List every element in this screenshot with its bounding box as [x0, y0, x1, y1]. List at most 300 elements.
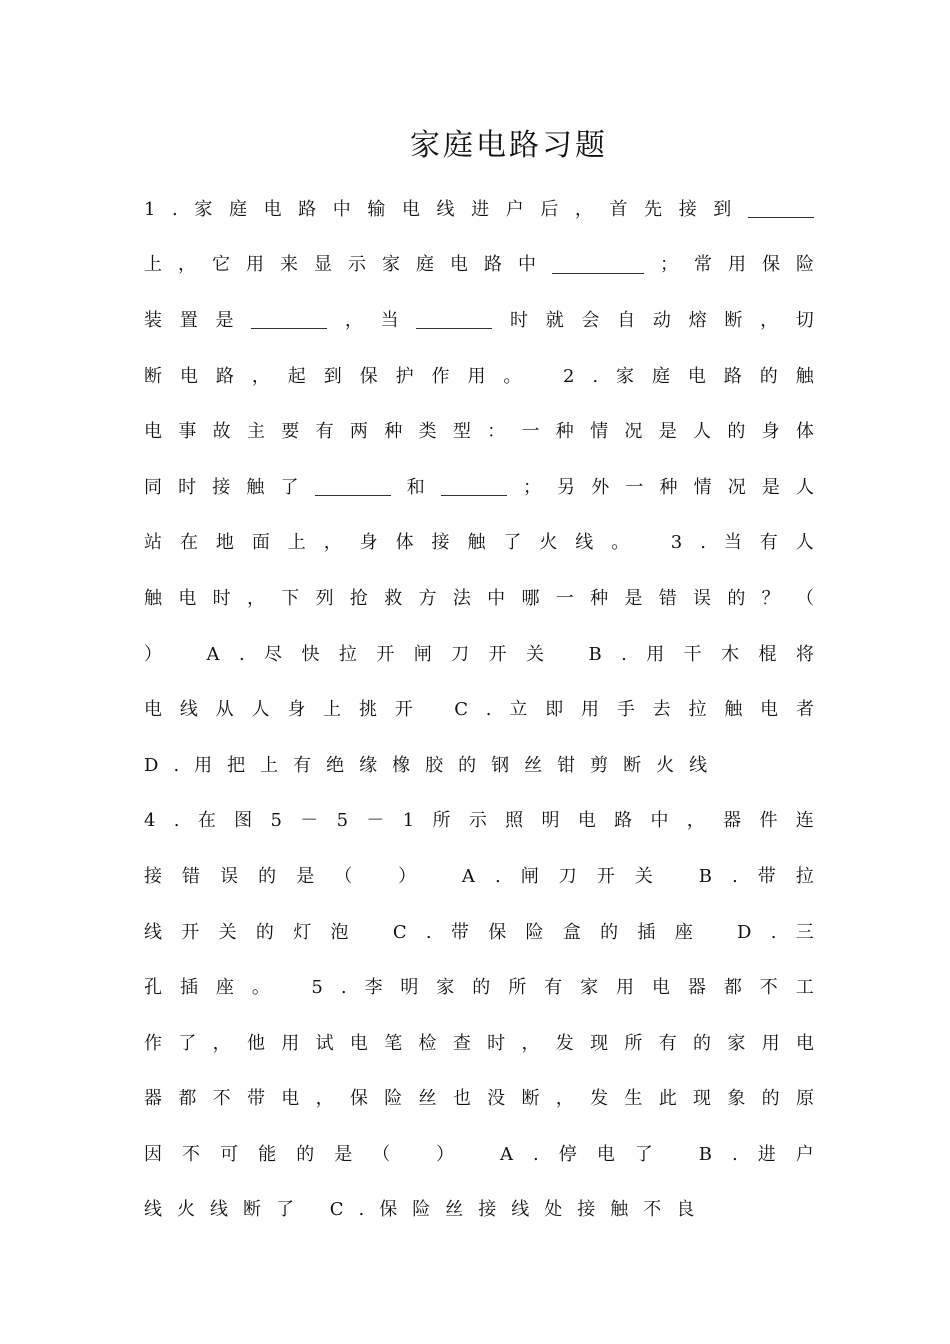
text-char: 断 [243, 1199, 261, 1221]
text-char: 把 [227, 754, 246, 776]
text-char: ： [487, 421, 506, 443]
text-char: 。 [251, 977, 270, 999]
text-char: 动 [652, 309, 671, 331]
text-char: 所 [508, 977, 527, 999]
text-char: 火 [539, 532, 558, 554]
text-char: 错 [658, 587, 677, 609]
text-char: 线 [144, 1199, 162, 1221]
answer-blank[interactable] [315, 475, 391, 496]
text-char: ， [212, 1032, 231, 1054]
text-char: 也 [452, 1088, 471, 1110]
text-char [712, 913, 718, 953]
text-char: 4 [144, 810, 156, 832]
text-char: 不 [643, 1199, 662, 1221]
text-char: 从 [215, 699, 234, 721]
text-char: ， [246, 587, 265, 609]
text-line [144, 182, 814, 238]
text-char: 带 [450, 921, 469, 943]
text-char: 要 [281, 421, 300, 443]
text-char: ？ [761, 587, 780, 609]
text-char: 用 [728, 254, 746, 276]
text-char: . [770, 921, 777, 943]
text-char: 人 [251, 699, 270, 721]
text-char: . [731, 865, 738, 887]
text-char: 是 [215, 309, 234, 331]
text-char: 它 [212, 254, 230, 276]
text-char: 一 [555, 587, 574, 609]
text-char: 当 [380, 309, 399, 331]
text-char: 丝 [445, 1199, 464, 1221]
text-char: 有 [293, 754, 312, 776]
text-char: . [731, 1143, 738, 1165]
text-line [144, 460, 814, 516]
text-char: 保 [488, 921, 507, 943]
text-char: 体 [395, 532, 414, 554]
text-char: 断 [144, 365, 162, 387]
text-char: 哪 [521, 587, 540, 609]
text-line [144, 1072, 814, 1128]
text-char: 现 [693, 1088, 711, 1110]
text-char: 3 [670, 532, 683, 554]
text-char: 明 [400, 977, 419, 999]
text-char: 火 [656, 754, 675, 776]
text-char: 现 [590, 1032, 609, 1054]
text-char: 查 [452, 1032, 471, 1054]
text-char [288, 968, 294, 1008]
text-char: 拉 [795, 865, 814, 887]
text-char: ， [760, 309, 779, 331]
answer-blank[interactable] [441, 475, 507, 496]
text-char: 图 [234, 810, 253, 832]
text-char: C [329, 1199, 344, 1221]
text-char: 关 [525, 643, 544, 665]
text-char: 况 [624, 421, 643, 443]
text-char: 护 [395, 365, 414, 387]
text-char: 5 [311, 977, 323, 999]
text-char: 原 [795, 1088, 814, 1110]
text-char: 的 [727, 587, 746, 609]
text-char: 身 [761, 421, 780, 443]
text-char: 器 [144, 1088, 162, 1110]
text-char: 接 [212, 476, 231, 498]
text-char: 在 [179, 532, 198, 554]
text-char: 电 [795, 1032, 814, 1054]
text-char: 常 [694, 254, 712, 276]
text-char: 器 [687, 977, 706, 999]
text-char: 立 [509, 699, 528, 721]
text-char: . [592, 365, 599, 387]
text-char: 刀 [451, 643, 470, 665]
text-char: 的 [255, 921, 274, 943]
text-char: 明 [541, 810, 560, 832]
text-char: 上 [323, 699, 342, 721]
text-char: 用 [194, 754, 213, 776]
text-char: 胶 [425, 754, 444, 776]
text-char: 笔 [384, 1032, 403, 1054]
text-char: 切 [795, 309, 814, 331]
text-char: 者 [795, 699, 814, 721]
text-line [144, 905, 814, 961]
text-char: 绝 [326, 754, 345, 776]
text-line [144, 794, 814, 850]
text-char: . [173, 754, 180, 776]
text-char: 有 [759, 532, 778, 554]
text-char: 闸 [413, 643, 432, 665]
text-char: 停 [558, 1143, 577, 1165]
text-char: 身 [359, 532, 378, 554]
text-char: 类 [418, 421, 437, 443]
text-char: 了 [276, 1199, 294, 1221]
text-char: 接 [431, 532, 450, 554]
text-char: 上 [287, 532, 306, 554]
text-char: 两 [349, 421, 368, 443]
text-char: 电 [144, 421, 162, 443]
text-char: 庭 [228, 198, 247, 220]
text-char: 家 [382, 254, 400, 276]
text-char: 。 [503, 365, 522, 387]
text-char: ， [521, 1032, 540, 1054]
text-char: 钢 [491, 754, 510, 776]
text-char: 保 [379, 1199, 398, 1221]
text-char: 触 [246, 476, 265, 498]
text-char: 示 [348, 254, 366, 276]
text-line [144, 1183, 814, 1239]
text-char: 能 [258, 1143, 277, 1165]
text-char: 刀 [558, 865, 577, 887]
text-char: 种 [659, 476, 678, 498]
text-char: 开 [394, 699, 413, 721]
text-char: 是 [658, 421, 677, 443]
text-char: 后 [540, 198, 559, 220]
text-char: 线 [689, 754, 708, 776]
text-char: 有 [315, 421, 334, 443]
text-char: 的 [458, 754, 477, 776]
text-char: 的 [727, 421, 746, 443]
text-char: 保 [349, 1088, 368, 1110]
text-char: 生 [624, 1088, 643, 1110]
text-char: 路 [298, 198, 317, 220]
question-text [144, 182, 814, 1238]
text-char: 器 [723, 810, 742, 832]
text-char: 的 [472, 977, 491, 999]
text-char: 件 [759, 810, 778, 832]
text-char: 的 [759, 365, 778, 387]
text-char: 线 [210, 1199, 228, 1221]
text-char: 是 [761, 476, 780, 498]
text-char: 电 [263, 198, 282, 220]
text-char: 庭 [416, 254, 434, 276]
text-char: 另 [557, 476, 576, 498]
text-char: 剪 [590, 754, 609, 776]
text-char: 快 [301, 643, 320, 665]
text-char: 种 [384, 421, 403, 443]
text-char: 面 [251, 532, 270, 554]
text-char: 电 [450, 254, 468, 276]
text-char: 。 [611, 532, 630, 554]
text-char: 来 [280, 254, 298, 276]
text-char: 棍 [758, 643, 777, 665]
text-char: 接 [478, 1199, 497, 1221]
text-char: 事 [178, 421, 197, 443]
text-char: 断 [623, 754, 642, 776]
text-char: 断 [724, 309, 743, 331]
text-char: 触 [467, 532, 486, 554]
text-char: 用 [646, 643, 665, 665]
text-char: . [172, 198, 178, 220]
text-char: 开 [596, 865, 615, 887]
text-char: 况 [727, 476, 746, 498]
text-char: （ [334, 865, 353, 887]
text-char: 有 [658, 1032, 677, 1054]
text-char: ， [555, 1088, 574, 1110]
text-char: 和 [406, 476, 425, 498]
text-char: 显 [314, 254, 332, 276]
text-char: ， [574, 198, 593, 220]
text-char: . [532, 1143, 539, 1165]
text-line [144, 293, 814, 349]
text-char: 庭 [651, 365, 670, 387]
text-char: 接 [577, 1199, 596, 1221]
text-char: 路 [723, 365, 742, 387]
text-char: 李 [364, 977, 383, 999]
text-char: 没 [487, 1088, 506, 1110]
text-char: 他 [246, 1032, 265, 1054]
text-char: 外 [591, 476, 610, 498]
text-char: 装 [144, 309, 162, 331]
page-title: 家庭电路习题 [410, 128, 608, 163]
text-char: 到 [713, 198, 732, 220]
text-char: 家 [580, 977, 599, 999]
text-char: 可 [220, 1143, 239, 1165]
text-char: 检 [418, 1032, 437, 1054]
text-char: 站 [144, 532, 162, 554]
text-char: 险 [796, 254, 814, 276]
text-char: 上 [260, 754, 279, 776]
text-char [539, 357, 545, 397]
text-char: 座 [215, 977, 234, 999]
text-line [144, 1127, 814, 1183]
text-char: 中 [487, 587, 506, 609]
text-char: 电 [687, 365, 706, 387]
text-char: 险 [525, 921, 544, 943]
text-char: 置 [179, 309, 198, 331]
answer-blank[interactable] [748, 197, 814, 218]
text-char: 带 [757, 865, 776, 887]
text-char: 上 [144, 254, 162, 276]
answer-blank[interactable] [552, 253, 644, 274]
text-char: 开 [181, 921, 200, 943]
text-char: 地 [215, 532, 234, 554]
text-line [144, 571, 814, 627]
text-char: 情 [693, 476, 712, 498]
text-char: 因 [144, 1143, 162, 1165]
text-char: 有 [544, 977, 563, 999]
text-char: 救 [384, 587, 403, 609]
text-char: 用 [761, 1032, 780, 1054]
text-char: 户 [505, 198, 524, 220]
text-char: 线 [511, 1199, 530, 1221]
text-char: B [588, 643, 602, 665]
text-char: 线 [575, 532, 594, 554]
text-char: . [425, 921, 432, 943]
text-char: 试 [315, 1032, 334, 1054]
text-char: 误 [220, 865, 239, 887]
text-char [372, 857, 378, 897]
text-char: 即 [545, 699, 564, 721]
text-char: 下 [281, 587, 300, 609]
text-char: . [700, 532, 706, 554]
text-char: 错 [182, 865, 201, 887]
text-char: 户 [795, 1143, 814, 1165]
text-char: 2 [562, 365, 575, 387]
text-char: 1 [144, 198, 156, 220]
answer-blank[interactable] [416, 308, 492, 329]
text-char: 关 [634, 865, 653, 887]
text-char: 开 [376, 643, 395, 665]
text-char: 人 [796, 476, 814, 498]
text-char: 用 [246, 254, 264, 276]
text-char: 此 [658, 1088, 677, 1110]
text-char [647, 523, 653, 563]
text-char: 时 [510, 309, 529, 331]
text-char: 缘 [359, 754, 378, 776]
text-char: 触 [724, 699, 743, 721]
text-char: A [461, 865, 475, 887]
text-char: ） [436, 1143, 455, 1165]
text-char: 是 [334, 1143, 353, 1165]
text-char: 输 [367, 198, 386, 220]
text-char: 电 [577, 810, 596, 832]
text-char: 照 [505, 810, 524, 832]
text-char: 橡 [392, 754, 411, 776]
text-char: 三 [795, 921, 814, 943]
text-line [144, 682, 814, 738]
text-char: ） [398, 865, 417, 887]
text-line [144, 627, 814, 683]
text-char: 发 [555, 1032, 574, 1054]
text-char: 人 [693, 421, 711, 443]
text-char: 种 [590, 587, 609, 609]
text-char: 手 [616, 699, 635, 721]
text-char: 发 [590, 1088, 609, 1110]
text-line [144, 238, 814, 294]
text-char: 用 [581, 699, 600, 721]
text-char: 电 [349, 1032, 368, 1054]
text-char: 家 [727, 1032, 746, 1054]
text-char: 先 [644, 198, 663, 220]
text-line [144, 1016, 814, 1072]
text-char: 中 [332, 198, 351, 220]
text-char: 人 [795, 532, 814, 554]
text-char: . [173, 810, 180, 832]
text-char: 路 [484, 254, 502, 276]
text-char: 主 [246, 421, 265, 443]
text-char: 作 [431, 365, 450, 387]
text-char: 示 [468, 810, 487, 832]
text-char: 工 [795, 977, 814, 999]
text-char: 用 [281, 1032, 300, 1054]
text-char: 时 [487, 1032, 506, 1054]
text-char: ， [686, 810, 705, 832]
text-char: 保 [762, 254, 780, 276]
text-char: 了 [503, 532, 522, 554]
text-char: 的 [693, 1032, 711, 1054]
text-char: 带 [246, 1088, 265, 1110]
text-char [309, 1190, 315, 1230]
text-char: 泡 [330, 921, 349, 943]
text-char [368, 913, 374, 953]
text-char [563, 635, 569, 675]
text-char: 拉 [688, 699, 707, 721]
text-char: . [340, 977, 347, 999]
text-char: D [737, 921, 752, 943]
text-char: 电 [178, 587, 197, 609]
text-char: 插 [637, 921, 656, 943]
text-char: 的 [761, 1088, 780, 1110]
text-char: 中 [650, 810, 669, 832]
text-char: 进 [757, 1143, 776, 1165]
text-char: 保 [359, 365, 378, 387]
text-char: 列 [315, 587, 334, 609]
text-char: ； [660, 254, 678, 276]
text-char: 1 [402, 810, 415, 832]
text-char [474, 1135, 480, 1175]
text-char: 情 [590, 421, 609, 443]
text-char: C [392, 921, 407, 943]
text-char: （ [372, 1143, 391, 1165]
text-char: 盒 [562, 921, 581, 943]
text-char: ； [523, 476, 541, 498]
answer-blank[interactable] [251, 308, 327, 329]
text-char: 时 [212, 587, 231, 609]
text-char: 触 [795, 365, 814, 387]
text-char: 5 [270, 810, 282, 832]
text-char: 接 [144, 865, 162, 887]
text-char: 闸 [520, 865, 539, 887]
text-char: 抢 [349, 587, 368, 609]
text-char: 关 [218, 921, 237, 943]
text-char: 的 [296, 1143, 315, 1165]
text-char: 插 [179, 977, 198, 999]
text-char: 种 [555, 421, 574, 443]
text-char: 一 [521, 421, 540, 443]
text-char: 就 [545, 309, 564, 331]
text-char: 电 [401, 198, 420, 220]
text-char: 干 [683, 643, 702, 665]
text-char: 去 [652, 699, 671, 721]
text-char: 孔 [144, 977, 162, 999]
text-line [144, 738, 814, 794]
text-char: 不 [182, 1143, 201, 1165]
text-char: 险 [384, 1088, 403, 1110]
text-char: 接 [678, 198, 697, 220]
text-char: 用 [616, 977, 635, 999]
text-char: B [698, 1143, 712, 1165]
text-char: A [206, 643, 220, 665]
text-char: 作 [144, 1032, 162, 1054]
text-char: 是 [624, 587, 643, 609]
text-char: 5 [336, 810, 349, 832]
text-char: 了 [634, 1143, 653, 1165]
text-char: ， [178, 254, 196, 276]
text-char: 线 [436, 198, 455, 220]
text-char: 到 [323, 365, 342, 387]
text-char [410, 1135, 416, 1175]
text-char: 险 [412, 1199, 431, 1221]
text-char: 起 [287, 365, 306, 387]
text-char: ， [344, 309, 363, 331]
text-char: 电 [144, 699, 162, 721]
